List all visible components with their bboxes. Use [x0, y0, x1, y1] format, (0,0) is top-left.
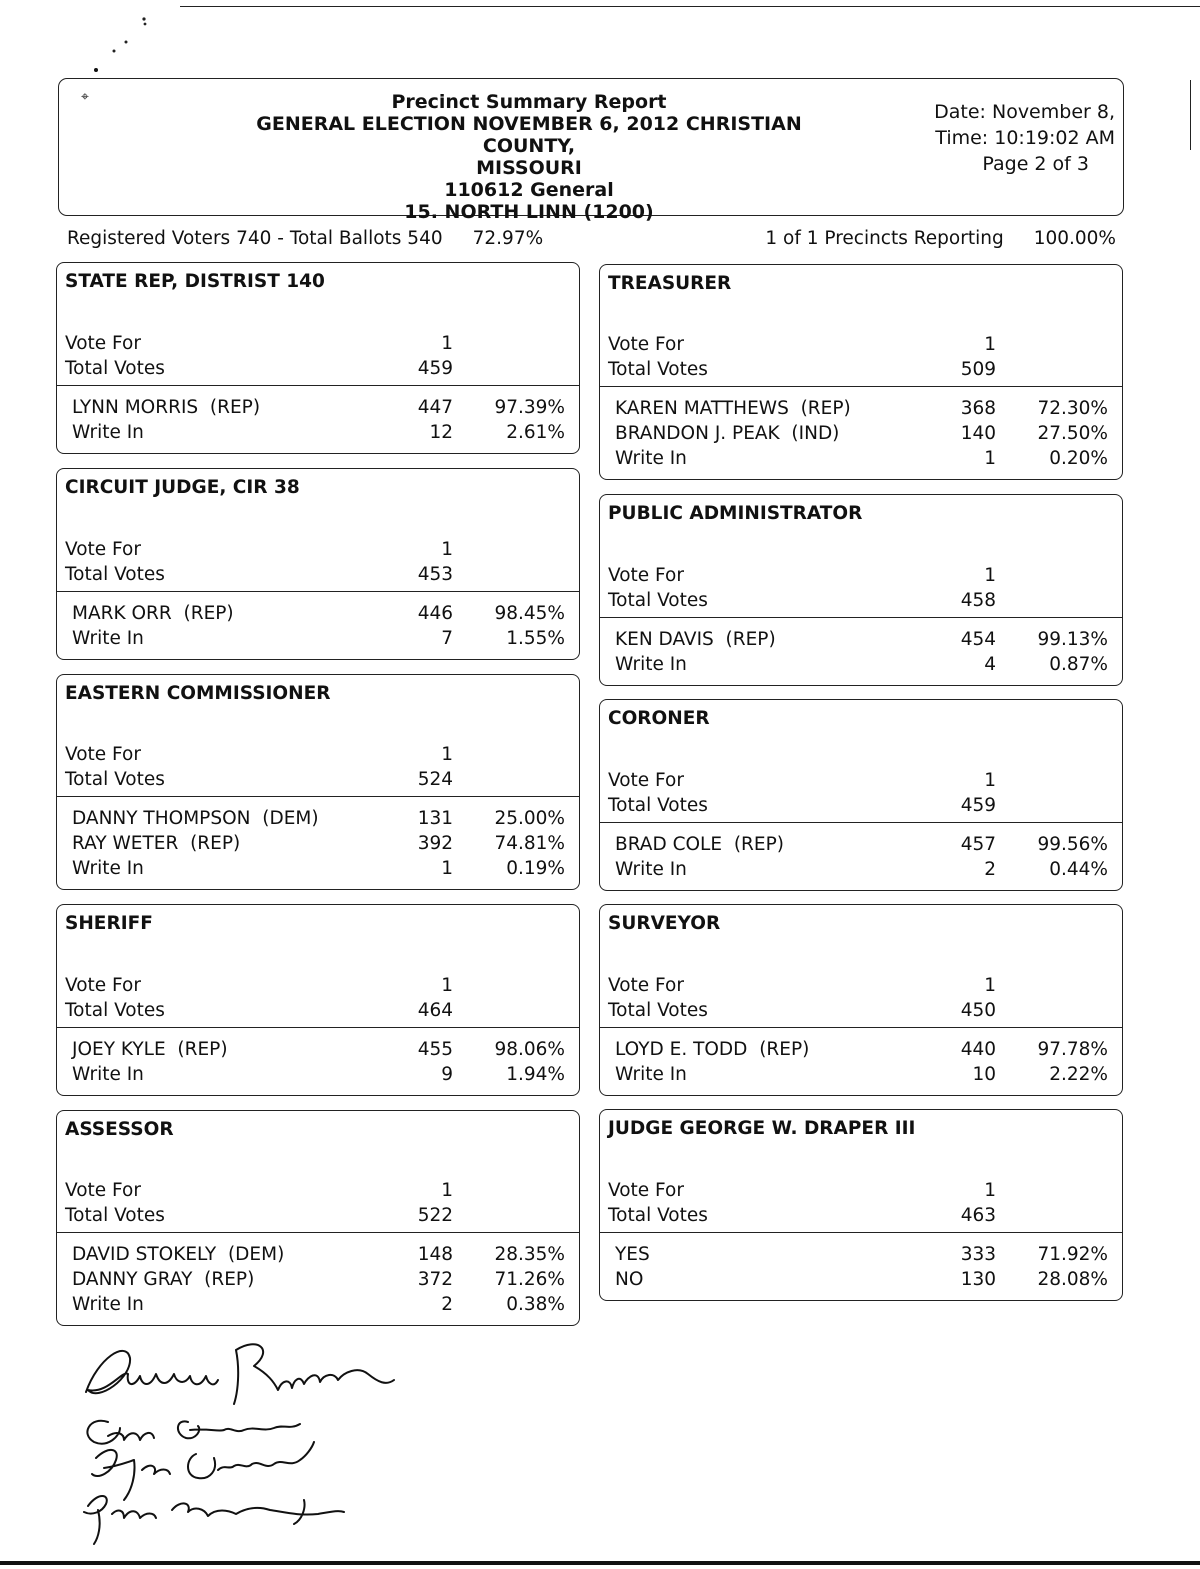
- race-title: ASSESSOR: [65, 1119, 174, 1140]
- total-votes-label: Total Votes: [65, 1205, 165, 1226]
- candidate-votes: 148: [417, 1244, 453, 1265]
- candidate-votes: 372: [417, 1269, 453, 1290]
- candidate-votes: 9: [441, 1064, 453, 1085]
- race-title: CORONER: [608, 708, 710, 729]
- candidate-name: Write In: [615, 859, 687, 880]
- report-title: Precinct Summary Report: [391, 91, 667, 113]
- vote-for-label: Vote For: [608, 1180, 684, 1201]
- vote-for-value: 1: [984, 975, 996, 996]
- vote-for-value: 1: [441, 333, 453, 354]
- candidate-pct: 0.44%: [1049, 859, 1108, 880]
- candidate-votes: 457: [960, 834, 996, 855]
- total-votes-value: 450: [960, 1000, 996, 1021]
- vote-for-label: Vote For: [608, 334, 684, 355]
- candidate-list: [57, 1037, 579, 1087]
- vote-for-row: [600, 332, 1122, 357]
- total-votes-label: Total Votes: [608, 1000, 708, 1021]
- candidate-name: LYNN MORRIS (REP): [72, 397, 261, 418]
- total-votes-row: [57, 998, 579, 1023]
- race-title: EASTERN COMMISSIONER: [65, 683, 331, 704]
- candidate-row: [600, 421, 1122, 446]
- candidate-votes: 130: [960, 1269, 996, 1290]
- total-votes-value: 459: [417, 358, 453, 379]
- candidate-pct: 1.55%: [506, 628, 565, 649]
- candidate-pct: 0.38%: [506, 1294, 565, 1315]
- candidate-row: [600, 652, 1122, 677]
- vote-for-label: Vote For: [65, 975, 141, 996]
- candidate-name: MARK ORR (REP): [72, 603, 234, 624]
- race-circuit-judge: [56, 468, 580, 660]
- candidate-votes: 4: [984, 654, 996, 675]
- vote-for-label: Vote For: [65, 539, 141, 560]
- total-votes-row: [600, 793, 1122, 818]
- candidate-pct: 0.87%: [1049, 654, 1108, 675]
- vote-for-value: 1: [984, 334, 996, 355]
- candidate-votes: 454: [960, 629, 996, 650]
- handwritten-signatures: [68, 1330, 408, 1550]
- candidate-row: [600, 396, 1122, 421]
- total-votes-value: 524: [417, 769, 453, 790]
- vote-for-row: [57, 1178, 579, 1203]
- candidate-pct: 28.35%: [494, 1244, 565, 1265]
- race-surveyor: [599, 904, 1123, 1096]
- candidate-row: [600, 832, 1122, 857]
- candidate-name: Write In: [615, 654, 687, 675]
- total-votes-label: Total Votes: [65, 769, 165, 790]
- candidate-pct: 1.94%: [506, 1064, 565, 1085]
- candidate-pct: 2.61%: [506, 422, 565, 443]
- candidate-row: [57, 420, 579, 445]
- total-votes-row: [600, 1203, 1122, 1228]
- candidate-row: [57, 1242, 579, 1267]
- race-vote-summary: [600, 563, 1122, 618]
- candidate-row: [600, 857, 1122, 882]
- vote-for-row: [57, 331, 579, 356]
- candidate-name: DANNY THOMPSON (DEM): [72, 808, 319, 829]
- vote-for-row: [600, 1178, 1122, 1203]
- reporting-summary: [765, 228, 1116, 249]
- total-votes-row: [57, 562, 579, 587]
- candidate-list: [57, 395, 579, 445]
- election-state: MISSOURI: [476, 157, 582, 179]
- race-title: STATE REP, DISTRIST 140: [65, 271, 325, 292]
- candidate-list: [600, 396, 1122, 471]
- race-vote-summary: [600, 973, 1122, 1028]
- candidate-votes: 7: [441, 628, 453, 649]
- vote-for-label: Vote For: [65, 744, 141, 765]
- total-votes-row: [57, 767, 579, 792]
- race-vote-summary: [57, 537, 579, 592]
- total-votes-value: 509: [960, 359, 996, 380]
- candidate-votes: 368: [960, 398, 996, 419]
- total-votes-value: 463: [960, 1205, 996, 1226]
- candidate-pct: 99.56%: [1037, 834, 1108, 855]
- candidate-pct: 71.92%: [1037, 1244, 1108, 1265]
- total-votes-label: Total Votes: [608, 795, 708, 816]
- candidate-votes: 2: [984, 859, 996, 880]
- vote-for-value: 1: [984, 770, 996, 791]
- candidate-name: Write In: [72, 628, 144, 649]
- candidate-pct: 98.06%: [494, 1039, 565, 1060]
- candidate-name: Write In: [72, 1294, 144, 1315]
- race-title: SURVEYOR: [608, 913, 721, 934]
- vote-for-label: Vote For: [608, 975, 684, 996]
- candidate-row: [57, 856, 579, 881]
- vote-for-row: [600, 768, 1122, 793]
- precinct-name: 15. NORTH LINN (1200): [404, 201, 654, 223]
- candidate-votes: 440: [960, 1039, 996, 1060]
- race-judge-draper: [599, 1109, 1123, 1301]
- total-votes-label: Total Votes: [65, 1000, 165, 1021]
- turnout-pct: 72.97%: [472, 228, 544, 249]
- race-vote-summary: [600, 1178, 1122, 1233]
- candidate-votes: 10: [972, 1064, 996, 1085]
- race-sheriff: [56, 904, 580, 1096]
- race-title: SHERIFF: [65, 913, 153, 934]
- election-name: GENERAL ELECTION NOVEMBER 6, 2012 CHRISTIAN COUNTY,: [256, 113, 802, 157]
- vote-for-label: Vote For: [65, 1180, 141, 1201]
- total-votes-label: Total Votes: [65, 358, 165, 379]
- candidate-list: [600, 1037, 1122, 1087]
- candidate-pct: 25.00%: [494, 808, 565, 829]
- race-assessor: [56, 1110, 580, 1326]
- candidate-row: [57, 806, 579, 831]
- total-votes-row: [600, 357, 1122, 382]
- candidate-row: [600, 1242, 1122, 1267]
- vote-for-value: 1: [441, 1180, 453, 1201]
- candidate-row: [600, 446, 1122, 471]
- race-vote-summary: [600, 768, 1122, 823]
- candidate-name: BRAD COLE (REP): [615, 834, 784, 855]
- candidate-name: Write In: [72, 1064, 144, 1085]
- candidate-votes: 446: [417, 603, 453, 624]
- candidate-name: Write In: [615, 1064, 687, 1085]
- vote-for-value: 1: [441, 975, 453, 996]
- total-votes-row: [600, 998, 1122, 1023]
- candidate-row: [57, 626, 579, 651]
- vote-for-row: [57, 973, 579, 998]
- candidate-row: [600, 1267, 1122, 1292]
- candidate-pct: 28.08%: [1037, 1269, 1108, 1290]
- page-number: Page 2 of 3: [982, 153, 1089, 175]
- total-votes-row: [57, 356, 579, 381]
- race-title: CIRCUIT JUDGE, CIR 38: [65, 477, 300, 498]
- race-eastern-commissioner: [56, 674, 580, 890]
- total-votes-value: 458: [960, 590, 996, 611]
- candidate-name: RAY WETER (REP): [72, 833, 241, 854]
- candidate-pct: 97.78%: [1037, 1039, 1108, 1060]
- candidate-votes: 131: [417, 808, 453, 829]
- candidate-votes: 447: [417, 397, 453, 418]
- candidate-list: [57, 806, 579, 881]
- vote-for-label: Vote For: [608, 770, 684, 791]
- race-public-administrator: [599, 494, 1123, 686]
- total-votes-label: Total Votes: [65, 564, 165, 585]
- race-treasurer: [599, 264, 1123, 480]
- total-votes-label: Total Votes: [608, 590, 708, 611]
- election-code: 110612 General: [444, 179, 614, 201]
- report-header: [58, 78, 1124, 223]
- candidate-votes: 12: [429, 422, 453, 443]
- total-votes-row: [57, 1203, 579, 1228]
- candidate-name: NO: [615, 1269, 644, 1290]
- vote-for-label: Vote For: [608, 565, 684, 586]
- race-vote-summary: [57, 1178, 579, 1233]
- candidate-votes: 455: [417, 1039, 453, 1060]
- total-votes-row: [600, 588, 1122, 613]
- candidate-row: [57, 1292, 579, 1317]
- report-date: Date: November 8,: [934, 101, 1115, 123]
- scan-right-edge: [1190, 80, 1191, 150]
- candidate-pct: 99.13%: [1037, 629, 1108, 650]
- candidate-votes: 333: [960, 1244, 996, 1265]
- candidate-row: [57, 601, 579, 626]
- candidate-votes: 140: [960, 423, 996, 444]
- candidate-pct: 98.45%: [494, 603, 565, 624]
- candidate-list: [57, 601, 579, 651]
- candidate-name: Write In: [72, 858, 144, 879]
- candidate-name: DANNY GRAY (REP): [72, 1269, 255, 1290]
- candidate-name: BRANDON J. PEAK (IND): [615, 423, 840, 444]
- candidate-list: [57, 1242, 579, 1317]
- candidate-row: [57, 395, 579, 420]
- turnout-summary: [67, 228, 543, 249]
- report-time: Time: 10:19:02 AM: [935, 127, 1115, 149]
- candidate-pct: 71.26%: [494, 1269, 565, 1290]
- candidate-row: [600, 627, 1122, 652]
- candidate-pct: 2.22%: [1049, 1064, 1108, 1085]
- race-vote-summary: [57, 973, 579, 1028]
- registered-voters: Registered Voters 740 - Total Ballots 540: [67, 228, 443, 249]
- total-votes-value: 522: [417, 1205, 453, 1226]
- candidate-pct: 72.30%: [1037, 398, 1108, 419]
- candidate-pct: 74.81%: [494, 833, 565, 854]
- total-votes-label: Total Votes: [608, 1205, 708, 1226]
- candidate-pct: 0.19%: [506, 858, 565, 879]
- candidate-row: [57, 1062, 579, 1087]
- vote-for-value: 1: [441, 539, 453, 560]
- vote-for-row: [600, 563, 1122, 588]
- vote-for-row: [57, 742, 579, 767]
- candidate-row: [57, 1267, 579, 1292]
- candidate-list: [600, 832, 1122, 882]
- candidate-name: YES: [615, 1244, 650, 1265]
- scan-top-edge: [180, 6, 1200, 7]
- candidate-votes: 2: [441, 1294, 453, 1315]
- total-votes-value: 464: [417, 1000, 453, 1021]
- candidate-name: Write In: [72, 422, 144, 443]
- race-title: PUBLIC ADMINISTRATOR: [608, 503, 863, 524]
- vote-for-value: 1: [984, 565, 996, 586]
- candidate-pct: 0.20%: [1049, 448, 1108, 469]
- race-vote-summary: [57, 742, 579, 797]
- candidate-votes: 1: [441, 858, 453, 879]
- vote-for-label: Vote For: [65, 333, 141, 354]
- precincts-reporting: 1 of 1 Precincts Reporting: [765, 228, 1004, 249]
- race-title: JUDGE GEORGE W. DRAPER III: [608, 1118, 916, 1139]
- race-vote-summary: [600, 332, 1122, 387]
- reporting-pct: 100.00%: [1033, 228, 1116, 249]
- race-title: TREASURER: [608, 273, 732, 294]
- scan-specks: [90, 14, 150, 76]
- candidate-name: Write In: [615, 448, 687, 469]
- candidate-name: LOYD E. TODD (REP): [615, 1039, 810, 1060]
- vote-for-row: [600, 973, 1122, 998]
- candidate-row: [600, 1062, 1122, 1087]
- candidate-pct: 97.39%: [494, 397, 565, 418]
- scan-bottom-edge: [0, 1561, 1200, 1565]
- race-coroner: [599, 699, 1123, 891]
- candidate-name: KAREN MATTHEWS (REP): [615, 398, 851, 419]
- total-votes-value: 453: [417, 564, 453, 585]
- vote-for-value: 1: [441, 744, 453, 765]
- vote-for-value: 1: [984, 1180, 996, 1201]
- candidate-name: DAVID STOKELY (DEM): [72, 1244, 285, 1265]
- candidate-list: [600, 627, 1122, 677]
- candidate-row: [600, 1037, 1122, 1062]
- candidate-pct: 27.50%: [1037, 423, 1108, 444]
- race-state-rep: [56, 262, 580, 454]
- race-vote-summary: [57, 331, 579, 386]
- candidate-list: [600, 1242, 1122, 1292]
- vote-for-row: [57, 537, 579, 562]
- scan-mark: ⌖: [81, 89, 89, 105]
- candidate-row: [57, 1037, 579, 1062]
- candidate-name: KEN DAVIS (REP): [615, 629, 776, 650]
- candidate-row: [57, 831, 579, 856]
- candidate-votes: 1: [984, 448, 996, 469]
- candidate-name: JOEY KYLE (REP): [72, 1039, 228, 1060]
- total-votes-label: Total Votes: [608, 359, 708, 380]
- report-title-block: [219, 91, 839, 223]
- candidate-votes: 392: [417, 833, 453, 854]
- total-votes-value: 459: [960, 795, 996, 816]
- report-meta: [934, 99, 1115, 177]
